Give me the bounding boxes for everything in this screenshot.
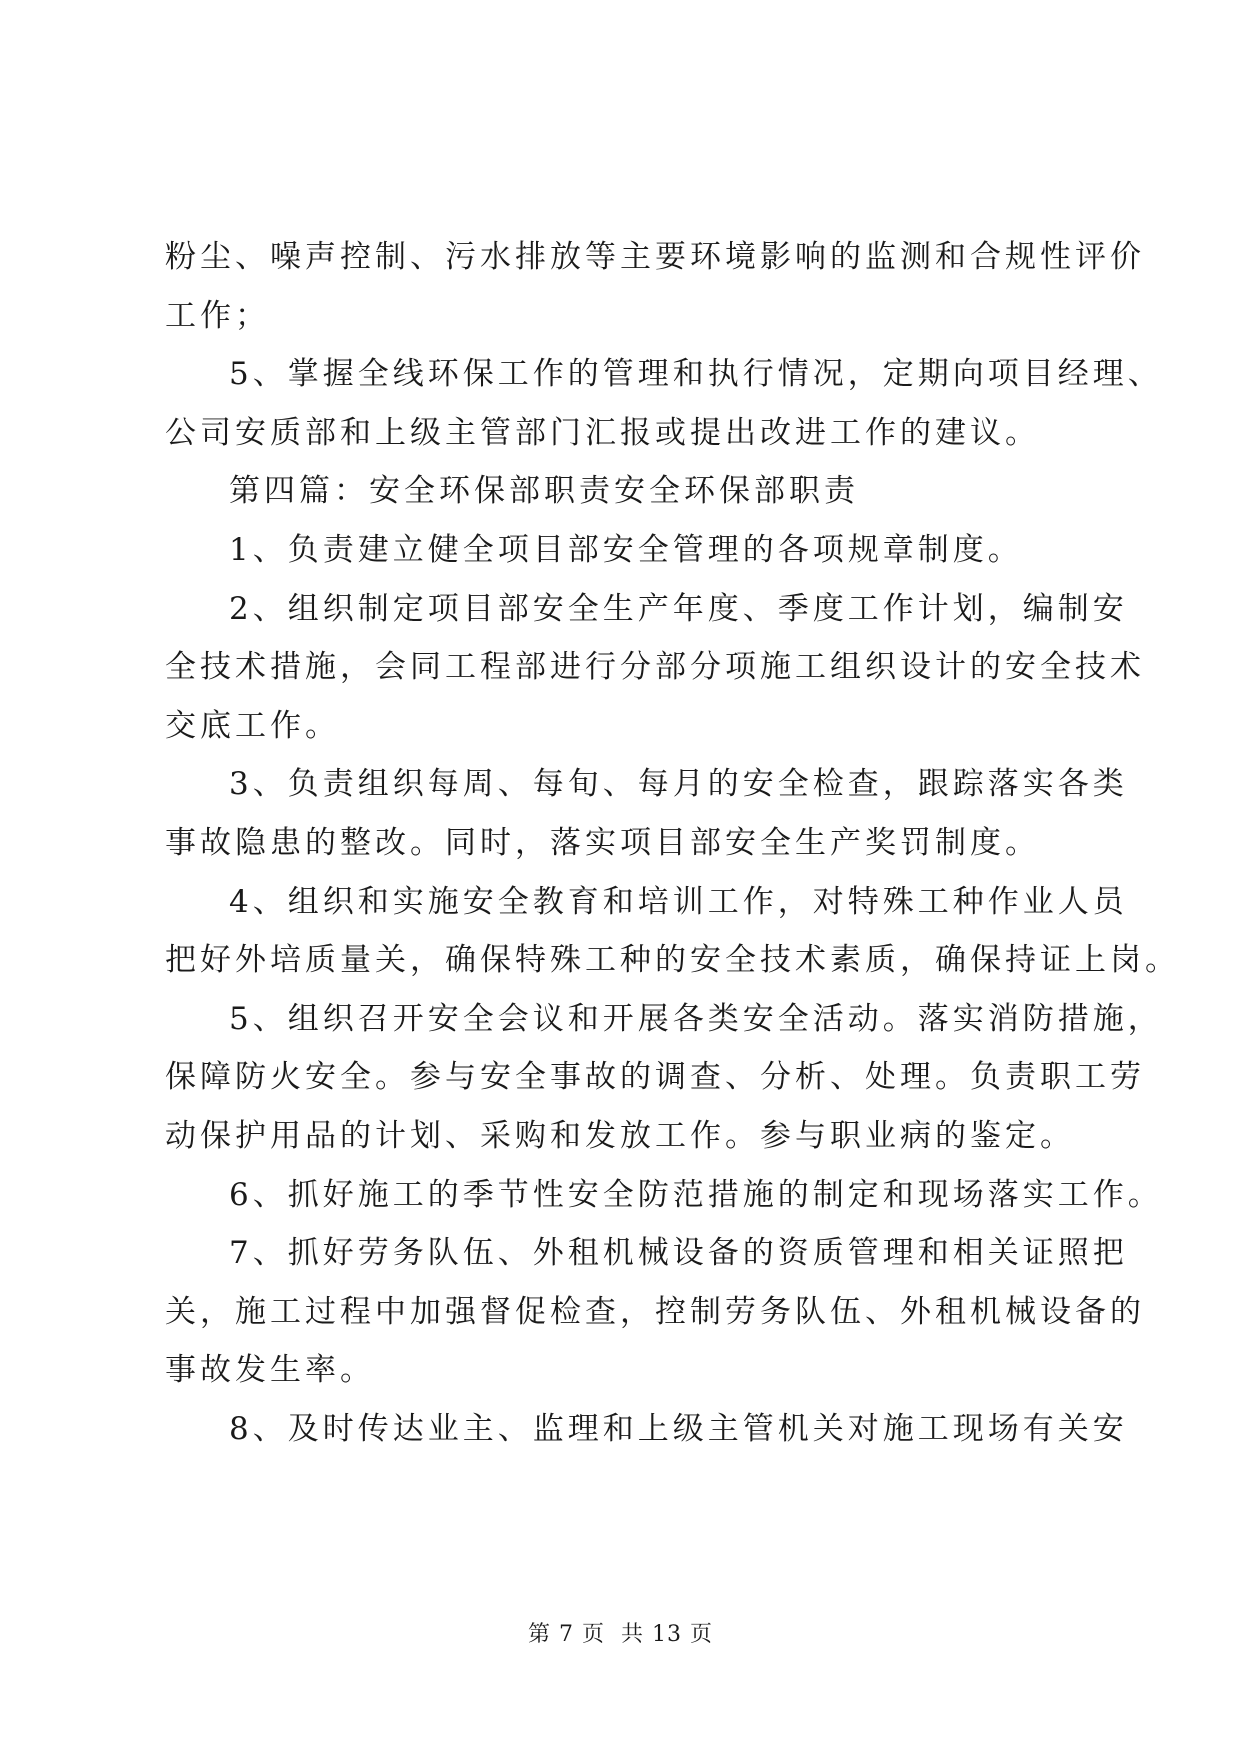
text-line: 2、组织制定项目部安全生产年度、季度工作计划，编制安 (229, 590, 1128, 627)
text-line: 关，施工过程中加强督促检查，控制劳务队伍、外租机械设备的 (165, 1293, 1145, 1330)
text-line: 4、组织和实施安全教育和培训工作，对特殊工种作业人员 (229, 883, 1128, 920)
text-line: 5、掌握全线环保工作的管理和执行情况，定期向项目经理、 (229, 356, 1163, 393)
text-line: 事故发生率。 (165, 1352, 375, 1389)
text-line: 5、组织召开安全会议和开展各类安全活动。落实消防措施， (229, 1000, 1163, 1037)
text-line: 全技术措施，会同工程部进行分部分项施工组织设计的安全技术 (165, 649, 1145, 686)
text-line: 公司安质部和上级主管部门汇报或提出改进工作的建议。 (165, 414, 1040, 451)
document-body (165, 228, 1180, 1458)
text-line: 3、负责组织每周、每旬、每月的安全检查，跟踪落实各类 (229, 766, 1128, 803)
text-line: 8、及时传达业主、监理和上级主管机关对施工现场有关安 (229, 1410, 1128, 1447)
page-footer (0, 1617, 1241, 1648)
text-line: 把好外培质量关，确保特殊工种的安全技术素质，确保持证上岗。 (165, 942, 1180, 979)
page-number: 第 7 页 共 13 页 (528, 1622, 713, 1647)
text-line: 保障防火安全。参与安全事故的调查、分析、处理。负责职工劳 (165, 1059, 1145, 1096)
text-line: 交底工作。 (165, 707, 340, 744)
text-line: 粉尘、噪声控制、污水排放等主要环境影响的监测和合规性评价 (165, 239, 1145, 275)
text-line: 6、抓好施工的季节性安全防范措施的制定和现场落实工作。 (229, 1176, 1163, 1213)
section-heading: 第四篇：安全环保部职责安全环保部职责 (229, 473, 859, 510)
text-line: 事故隐患的整改。同时，落实项目部安全生产奖罚制度。 (165, 824, 1040, 861)
text-line: 工作； (165, 297, 270, 334)
text-line: 动保护用品的计划、采购和发放工作。参与职业病的鉴定。 (165, 1117, 1075, 1154)
text-line: 7、抓好劳务队伍、外租机械设备的资质管理和相关证照把 (229, 1235, 1128, 1272)
text-line: 1、负责建立健全项目部安全管理的各项规章制度。 (229, 531, 1023, 568)
